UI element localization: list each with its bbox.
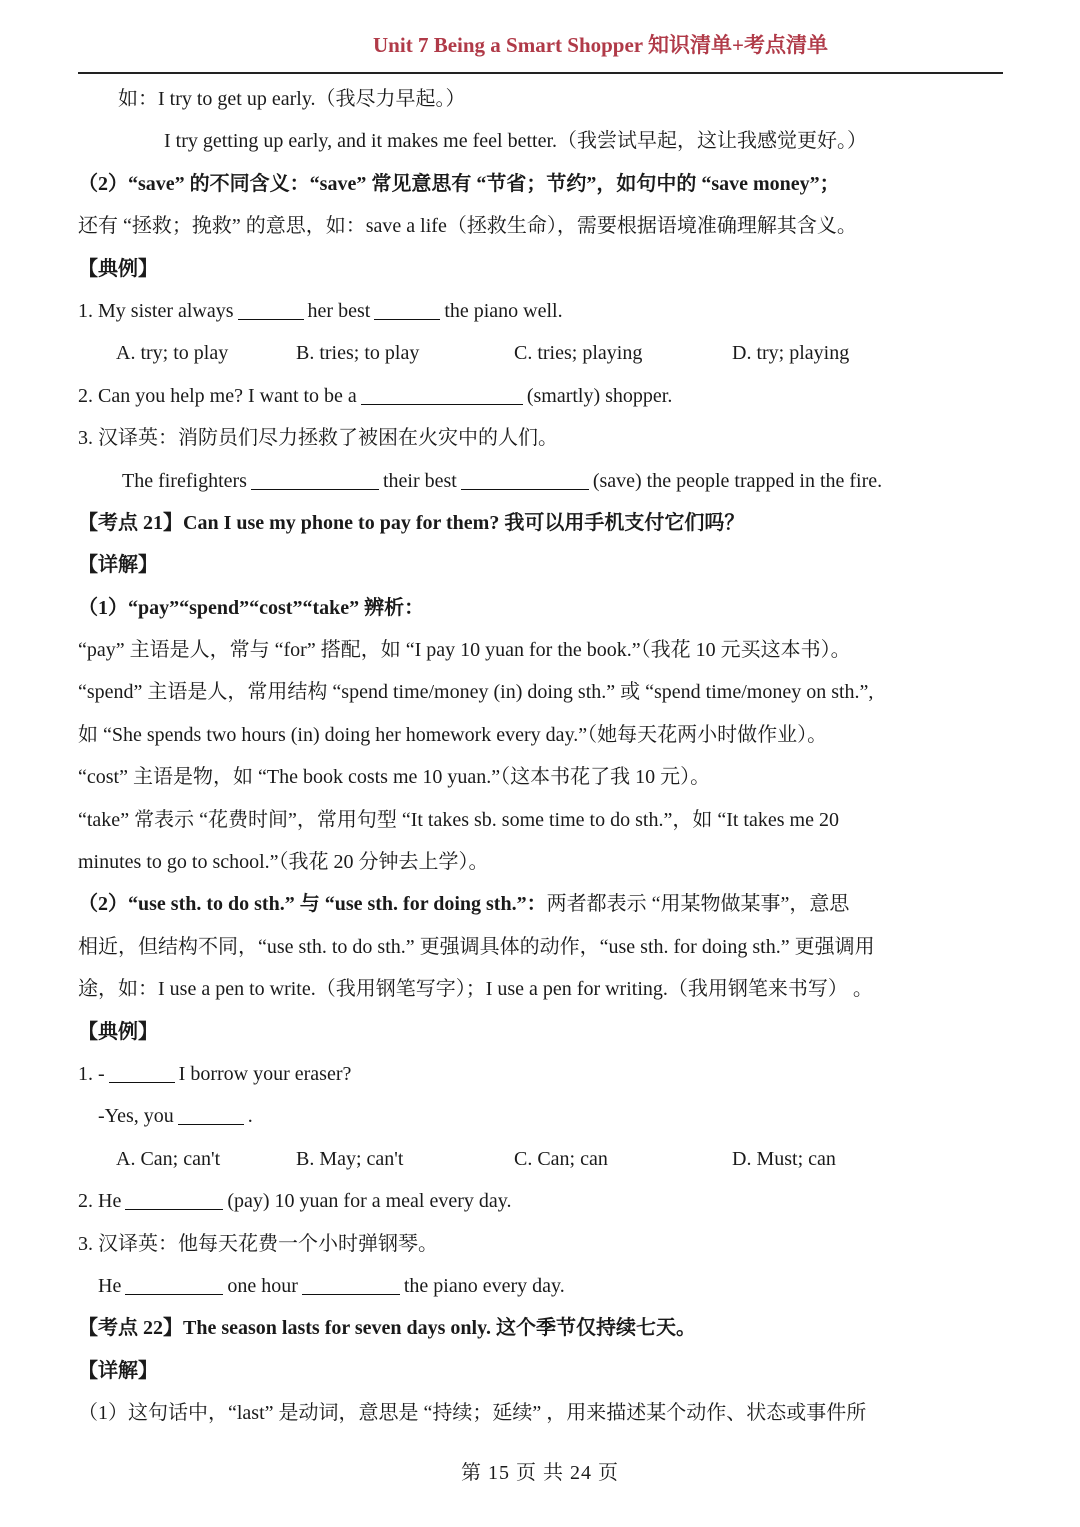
paragraph-line: minutes to go to school.”（我花 20 分钟去上学）。 [78,851,489,874]
question-text: her best [307,299,371,322]
question-1 [78,290,1003,332]
header-title: Unit 7 Being a Smart Shopper 知识清单+考点清单 [373,33,828,57]
page-header [78,28,1003,74]
question-2 [78,1180,1003,1222]
question-3-sentence [78,460,1003,502]
answer-blank[interactable] [125,1276,223,1295]
question-text: one hour [227,1274,298,1297]
option-b: B. May; can't [296,1147,404,1170]
question-text: 2. Can you help me? I want to be a [78,384,357,407]
question-text: The firefighters [122,469,247,492]
paragraph-line: （1）这句话中，“last” 是动词，意思是 “持续；延续” ，用来描述某个动作、状态或事件所 [78,1402,867,1425]
answer-blank[interactable] [125,1191,223,1210]
question-text: . [247,1105,253,1128]
question-3: 3. 汉译英：消防员们尽力拯救了被困在火灾中的人们。 [78,427,558,450]
question-1 [78,1053,1003,1095]
example-line: I try getting up early, and it makes me feel better.（我尝试早起，这让我感觉更好。） [164,130,868,153]
page-content [78,78,1003,1435]
question-text: 1. - [78,1062,105,1085]
page-number: 第 15 页 共 24 页 [461,1462,619,1484]
paragraph-line: 途，如：I use a pen to write.（我用钢笔写字）；I use a pen for writing.（我用钢笔来书写） 。 [78,978,873,1001]
paragraph-line: “pay” 主语是人，常与 “for” 搭配，如 “I pay 10 yuan for the book.”（我花 10 元买这本书）。 [78,639,851,662]
section-label-example: 【典例】 [78,1020,158,1043]
question-1-reply [78,1095,1003,1137]
question-3: 3. 汉译英：他每天花费一个小时弹钢琴。 [78,1232,438,1255]
question-text: (pay) 10 yuan for a meal every day. [227,1190,512,1213]
question-text: the piano well. [444,299,563,322]
paragraph-bold-lead: （2）“use sth. to do sth.” 与 “use sth. for doing sth.”： [78,893,547,916]
paragraph-line: “cost” 主语是物，如 “The book costs me 10 yuan.”（这本书花了我 10 元）。 [78,766,711,789]
question-text: I borrow your eraser? [178,1062,352,1085]
section-label-example: 【典例】 [78,257,158,280]
key-point-22-title: 【考点 22】The season lasts for seven days only. 这个季节仅持续七天。 [78,1317,697,1340]
question-text: (save) the people trapped in the fire. [592,469,883,492]
answer-blank[interactable] [238,301,304,320]
question-text: -Yes, you [98,1105,174,1128]
option-d: D. try; playing [732,342,850,365]
answer-blank[interactable] [178,1106,244,1125]
question-text: 1. My sister always [78,299,234,322]
paragraph-line: 相近，但结构不同，“use sth. to do sth.” 更强调具体的动作，“use sth. for doing sth.” 更强调用 [78,935,875,958]
option-c: C. tries; playing [514,342,643,365]
answer-blank[interactable] [374,301,440,320]
question-text: (smartly) shopper. [526,384,673,407]
answer-blank[interactable] [302,1276,400,1295]
question-2 [78,375,1003,417]
question-text: 2. He [78,1190,122,1213]
question-1-options [78,1138,1003,1180]
answer-blank[interactable] [251,471,379,490]
key-point-21-title: 【考点 21】Can I use my phone to pay for them? 我可以用手机支付它们吗？ [78,511,745,534]
question-text: He [98,1274,122,1297]
question-text: the piano every day. [403,1274,565,1297]
section-label-detail: 【详解】 [78,1359,158,1382]
option-c: C. Can; can [514,1147,608,1170]
paragraph-text: 两者都表示 “用某物做某事”，意思 [546,893,850,916]
paragraph-line: 还有 “拯救；挽救” 的意思，如：save a life（拯救生命），需要根据语境准确理解其含义。 [78,215,857,238]
save-meaning-heading: （2）“save” 的不同含义：“save” 常见意思有 “节省；节约”，如句中的 “save money”； [78,172,840,195]
paragraph-line: “spend” 主语是人，常用结构 “spend time/money (in) doing sth.” 或 “spend time/money on sth.”, [78,681,874,704]
section-label-detail: 【详解】 [78,554,158,577]
option-a: A. try; to play [116,342,229,365]
paragraph-line: 如 “She spends two hours (in) doing her homework every day.”（她每天花两小时做作业）。 [78,723,828,746]
example-line: 如：I try to get up early.（我尽力早起。） [118,88,466,110]
question-1-options [78,332,1003,374]
paragraph-line [78,883,1003,925]
option-d: D. Must; can [732,1147,836,1170]
answer-blank[interactable] [461,471,589,490]
option-a: A. Can; can't [116,1147,221,1170]
answer-blank[interactable] [361,386,523,405]
paragraph-line: （1）“pay”“spend”“cost”“take” 辨析： [78,596,425,619]
paragraph-line: “take” 常表示 “花费时间”，常用句型 “It takes sb. some time to do sth.”，如 “It takes me 20 [78,808,839,831]
answer-blank[interactable] [109,1064,175,1083]
question-3-sentence [78,1265,1003,1307]
question-text: their best [382,469,457,492]
paragraph-line [78,163,1003,205]
option-b: B. tries; to play [296,342,420,365]
